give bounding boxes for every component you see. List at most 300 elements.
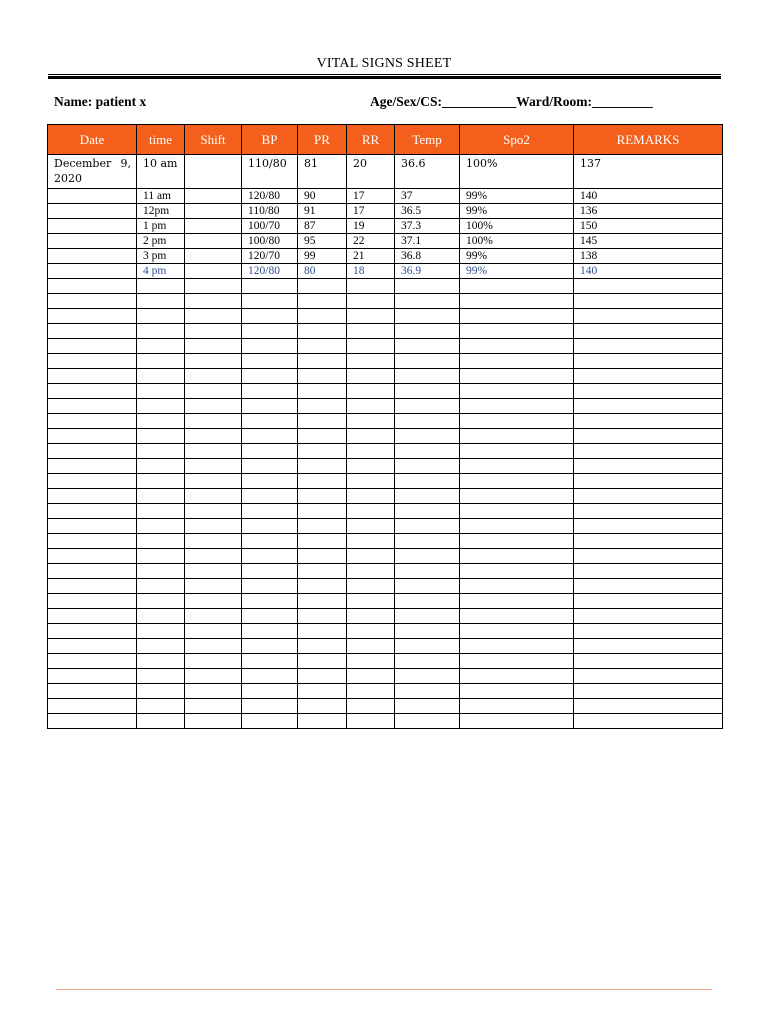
empty-cell xyxy=(137,534,185,549)
empty-cell xyxy=(298,579,347,594)
empty-table-row xyxy=(48,414,723,429)
cell-temp: 36.9 xyxy=(395,264,460,279)
empty-cell xyxy=(574,279,723,294)
empty-table-row xyxy=(48,339,723,354)
empty-cell xyxy=(460,369,574,384)
empty-cell xyxy=(298,444,347,459)
empty-cell xyxy=(395,684,460,699)
empty-cell xyxy=(347,399,395,414)
empty-cell xyxy=(242,504,298,519)
empty-cell xyxy=(574,519,723,534)
empty-cell xyxy=(48,444,137,459)
empty-cell xyxy=(460,444,574,459)
cell-time: 11 am xyxy=(137,189,185,204)
cell-bp: 100/70 xyxy=(242,219,298,234)
empty-cell xyxy=(137,714,185,729)
cell-shift xyxy=(185,234,242,249)
empty-cell xyxy=(298,339,347,354)
empty-cell xyxy=(574,549,723,564)
empty-cell xyxy=(298,519,347,534)
cell-rr: 18 xyxy=(347,264,395,279)
empty-cell xyxy=(574,624,723,639)
empty-cell xyxy=(242,639,298,654)
cell-time: 2 pm xyxy=(137,234,185,249)
empty-cell xyxy=(395,594,460,609)
empty-cell xyxy=(48,474,137,489)
empty-cell xyxy=(48,369,137,384)
empty-cell xyxy=(347,339,395,354)
table-row xyxy=(48,204,723,219)
empty-cell xyxy=(242,429,298,444)
empty-cell xyxy=(347,444,395,459)
empty-cell xyxy=(137,324,185,339)
empty-table-row xyxy=(48,354,723,369)
empty-cell xyxy=(242,519,298,534)
empty-table-row xyxy=(48,714,723,729)
empty-cell xyxy=(460,474,574,489)
empty-cell xyxy=(48,654,137,669)
empty-cell xyxy=(185,399,242,414)
empty-cell xyxy=(48,594,137,609)
empty-cell xyxy=(48,534,137,549)
empty-cell xyxy=(574,654,723,669)
empty-cell xyxy=(347,354,395,369)
empty-cell xyxy=(460,639,574,654)
cell-spo2: 99% xyxy=(460,249,574,264)
empty-cell xyxy=(298,489,347,504)
empty-cell xyxy=(48,714,137,729)
header-date: Date xyxy=(48,125,137,155)
empty-cell xyxy=(137,489,185,504)
cell-temp: 37.3 xyxy=(395,219,460,234)
cell-spo2: 99% xyxy=(460,189,574,204)
empty-cell xyxy=(574,714,723,729)
empty-cell xyxy=(395,324,460,339)
table-row xyxy=(48,219,723,234)
empty-cell xyxy=(574,309,723,324)
cell-temp: 37.1 xyxy=(395,234,460,249)
empty-cell xyxy=(242,669,298,684)
table-row xyxy=(48,264,723,279)
empty-cell xyxy=(298,549,347,564)
empty-cell xyxy=(137,519,185,534)
empty-cell xyxy=(574,489,723,504)
empty-cell xyxy=(395,444,460,459)
empty-cell xyxy=(347,714,395,729)
empty-cell xyxy=(298,504,347,519)
empty-cell xyxy=(460,669,574,684)
empty-cell xyxy=(137,309,185,324)
empty-cell xyxy=(395,549,460,564)
header-spo2: Spo2 xyxy=(460,125,574,155)
cell-time: 4 pm xyxy=(137,264,185,279)
empty-cell xyxy=(574,324,723,339)
title-rule-thick xyxy=(48,76,721,79)
empty-cell xyxy=(460,339,574,354)
cell-spo2: 99% xyxy=(460,204,574,219)
empty-table-row xyxy=(48,384,723,399)
empty-table-row xyxy=(48,579,723,594)
cell-remarks: 140 xyxy=(574,189,723,204)
empty-cell xyxy=(185,579,242,594)
empty-cell xyxy=(137,444,185,459)
empty-cell xyxy=(460,609,574,624)
empty-cell xyxy=(395,534,460,549)
empty-cell xyxy=(298,474,347,489)
empty-cell xyxy=(48,294,137,309)
empty-cell xyxy=(347,429,395,444)
empty-cell xyxy=(574,639,723,654)
empty-cell xyxy=(185,609,242,624)
empty-cell xyxy=(298,534,347,549)
empty-cell xyxy=(298,609,347,624)
empty-cell xyxy=(395,714,460,729)
cell-time: 12pm xyxy=(137,204,185,219)
empty-cell xyxy=(48,669,137,684)
empty-cell xyxy=(347,504,395,519)
empty-cell xyxy=(48,489,137,504)
empty-cell xyxy=(298,429,347,444)
empty-cell xyxy=(242,414,298,429)
cell-shift xyxy=(185,204,242,219)
cell-remarks: 140 xyxy=(574,264,723,279)
empty-cell xyxy=(460,534,574,549)
empty-cell xyxy=(48,549,137,564)
cell-shift xyxy=(185,264,242,279)
empty-cell xyxy=(460,354,574,369)
cell-date xyxy=(48,264,137,279)
empty-cell xyxy=(347,684,395,699)
header-remarks: REMARKS xyxy=(574,125,723,155)
empty-cell xyxy=(347,624,395,639)
empty-cell xyxy=(137,354,185,369)
cell-bp: 120/70 xyxy=(242,249,298,264)
empty-cell xyxy=(242,624,298,639)
empty-cell xyxy=(347,489,395,504)
empty-cell xyxy=(185,429,242,444)
empty-cell xyxy=(460,414,574,429)
empty-cell xyxy=(460,399,574,414)
empty-cell xyxy=(242,549,298,564)
empty-cell xyxy=(347,699,395,714)
empty-cell xyxy=(185,489,242,504)
empty-cell xyxy=(48,699,137,714)
empty-cell xyxy=(395,384,460,399)
empty-cell xyxy=(395,489,460,504)
empty-cell xyxy=(242,489,298,504)
empty-cell xyxy=(242,324,298,339)
empty-cell xyxy=(395,399,460,414)
empty-cell xyxy=(137,474,185,489)
cell-rr: 17 xyxy=(347,189,395,204)
empty-table-row xyxy=(48,429,723,444)
cell-date xyxy=(48,204,137,219)
empty-table-row xyxy=(48,609,723,624)
empty-cell xyxy=(242,339,298,354)
empty-cell xyxy=(460,384,574,399)
empty-cell xyxy=(298,639,347,654)
empty-cell xyxy=(395,579,460,594)
empty-cell xyxy=(460,624,574,639)
empty-cell xyxy=(347,564,395,579)
empty-cell xyxy=(185,654,242,669)
empty-cell xyxy=(137,399,185,414)
cell-shift xyxy=(185,249,242,264)
cell-time: 1 pm xyxy=(137,219,185,234)
empty-cell xyxy=(347,534,395,549)
empty-cell xyxy=(137,549,185,564)
empty-cell xyxy=(347,369,395,384)
empty-table-row xyxy=(48,669,723,684)
empty-cell xyxy=(574,579,723,594)
empty-table-row xyxy=(48,459,723,474)
empty-table-row xyxy=(48,309,723,324)
cell-time: 3 pm xyxy=(137,249,185,264)
empty-cell xyxy=(460,714,574,729)
empty-cell xyxy=(298,699,347,714)
empty-cell xyxy=(574,399,723,414)
empty-cell xyxy=(185,534,242,549)
empty-cell xyxy=(185,354,242,369)
empty-cell xyxy=(347,279,395,294)
cell-remarks: 145 xyxy=(574,234,723,249)
empty-cell xyxy=(185,369,242,384)
empty-cell xyxy=(137,564,185,579)
empty-table-row xyxy=(48,699,723,714)
empty-cell xyxy=(298,399,347,414)
header-time: time xyxy=(137,125,185,155)
empty-cell xyxy=(185,339,242,354)
empty-table-row xyxy=(48,519,723,534)
empty-cell xyxy=(242,369,298,384)
empty-table-row xyxy=(48,504,723,519)
cell-spo2: 100% xyxy=(460,219,574,234)
empty-cell xyxy=(395,279,460,294)
empty-cell xyxy=(48,414,137,429)
table-row xyxy=(48,155,723,189)
cell-bp: 110/80 xyxy=(242,204,298,219)
cell-temp: 36.6 xyxy=(395,155,460,189)
empty-cell xyxy=(460,579,574,594)
empty-table-row xyxy=(48,534,723,549)
empty-cell xyxy=(460,459,574,474)
empty-cell xyxy=(347,414,395,429)
empty-cell xyxy=(185,444,242,459)
cell-shift xyxy=(185,189,242,204)
empty-cell xyxy=(298,459,347,474)
empty-cell xyxy=(460,519,574,534)
empty-cell xyxy=(137,624,185,639)
empty-cell xyxy=(460,594,574,609)
cell-spo2: 99% xyxy=(460,264,574,279)
empty-cell xyxy=(242,309,298,324)
empty-cell xyxy=(347,669,395,684)
vital-signs-table xyxy=(47,124,723,729)
empty-cell xyxy=(298,384,347,399)
empty-cell xyxy=(460,549,574,564)
empty-cell xyxy=(242,699,298,714)
empty-table-row xyxy=(48,399,723,414)
empty-cell xyxy=(48,429,137,444)
cell-bp: 100/80 xyxy=(242,234,298,249)
empty-table-row xyxy=(48,639,723,654)
empty-cell xyxy=(242,564,298,579)
empty-cell xyxy=(137,384,185,399)
empty-cell xyxy=(574,609,723,624)
empty-cell xyxy=(298,309,347,324)
empty-cell xyxy=(347,384,395,399)
empty-cell xyxy=(395,369,460,384)
empty-cell xyxy=(298,369,347,384)
cell-rr: 22 xyxy=(347,234,395,249)
empty-cell xyxy=(298,654,347,669)
empty-cell xyxy=(460,654,574,669)
empty-table-row xyxy=(48,279,723,294)
header-shift: Shift xyxy=(185,125,242,155)
cell-shift xyxy=(185,155,242,189)
empty-cell xyxy=(298,564,347,579)
sheet-title: VITAL SIGNS SHEET xyxy=(316,56,452,71)
empty-cell xyxy=(185,309,242,324)
empty-cell xyxy=(460,684,574,699)
empty-cell xyxy=(395,429,460,444)
empty-cell xyxy=(574,444,723,459)
empty-cell xyxy=(185,564,242,579)
cell-pr: 90 xyxy=(298,189,347,204)
empty-cell xyxy=(137,609,185,624)
empty-cell xyxy=(574,414,723,429)
cell-pr: 80 xyxy=(298,264,347,279)
empty-cell xyxy=(460,489,574,504)
empty-cell xyxy=(347,324,395,339)
empty-cell xyxy=(395,519,460,534)
empty-cell xyxy=(185,519,242,534)
empty-cell xyxy=(185,714,242,729)
empty-cell xyxy=(48,579,137,594)
empty-cell xyxy=(137,684,185,699)
empty-cell xyxy=(347,654,395,669)
empty-cell xyxy=(185,669,242,684)
empty-cell xyxy=(48,279,137,294)
empty-cell xyxy=(347,519,395,534)
cell-pr: 95 xyxy=(298,234,347,249)
empty-cell xyxy=(137,594,185,609)
empty-cell xyxy=(347,309,395,324)
empty-cell xyxy=(48,639,137,654)
empty-cell xyxy=(242,654,298,669)
empty-table-row xyxy=(48,324,723,339)
empty-cell xyxy=(347,474,395,489)
empty-cell xyxy=(242,279,298,294)
empty-cell xyxy=(137,279,185,294)
empty-table-row xyxy=(48,684,723,699)
cell-pr: 99 xyxy=(298,249,347,264)
title-rule-thin xyxy=(48,74,721,75)
cell-date xyxy=(48,189,137,204)
empty-cell xyxy=(48,684,137,699)
empty-cell xyxy=(185,624,242,639)
patient-name-line: Name: patient x xyxy=(54,94,147,109)
empty-cell xyxy=(48,564,137,579)
empty-cell xyxy=(185,294,242,309)
empty-cell xyxy=(395,654,460,669)
empty-cell xyxy=(574,474,723,489)
table-row xyxy=(48,234,723,249)
empty-cell xyxy=(242,444,298,459)
empty-cell xyxy=(574,564,723,579)
empty-cell xyxy=(395,414,460,429)
empty-cell xyxy=(347,639,395,654)
empty-cell xyxy=(347,579,395,594)
cell-pr: 91 xyxy=(298,204,347,219)
empty-table-row xyxy=(48,294,723,309)
cell-remarks: 150 xyxy=(574,219,723,234)
empty-cell xyxy=(48,384,137,399)
empty-cell xyxy=(298,714,347,729)
empty-table-row xyxy=(48,474,723,489)
cell-rr: 17 xyxy=(347,204,395,219)
empty-cell xyxy=(242,714,298,729)
cell-pr: 81 xyxy=(298,155,347,189)
empty-cell xyxy=(242,609,298,624)
empty-cell xyxy=(298,324,347,339)
empty-table-row xyxy=(48,369,723,384)
empty-cell xyxy=(395,309,460,324)
empty-table-row xyxy=(48,594,723,609)
empty-cell xyxy=(48,609,137,624)
empty-cell xyxy=(298,594,347,609)
empty-cell xyxy=(48,504,137,519)
empty-cell xyxy=(460,699,574,714)
empty-cell xyxy=(242,684,298,699)
cell-temp: 37 xyxy=(395,189,460,204)
empty-cell xyxy=(460,294,574,309)
empty-cell xyxy=(137,579,185,594)
empty-cell xyxy=(48,624,137,639)
empty-cell xyxy=(395,504,460,519)
cell-bp: 120/80 xyxy=(242,264,298,279)
empty-cell xyxy=(460,309,574,324)
empty-cell xyxy=(574,684,723,699)
empty-cell xyxy=(574,669,723,684)
empty-cell xyxy=(185,474,242,489)
empty-cell xyxy=(395,474,460,489)
empty-cell xyxy=(298,684,347,699)
empty-cell xyxy=(460,324,574,339)
empty-cell xyxy=(574,504,723,519)
empty-cell xyxy=(242,459,298,474)
empty-cell xyxy=(137,669,185,684)
empty-cell xyxy=(137,369,185,384)
cell-temp: 36.8 xyxy=(395,249,460,264)
empty-cell xyxy=(185,279,242,294)
empty-cell xyxy=(242,474,298,489)
empty-cell xyxy=(347,549,395,564)
empty-cell xyxy=(185,684,242,699)
empty-cell xyxy=(574,429,723,444)
empty-cell xyxy=(185,459,242,474)
empty-cell xyxy=(185,594,242,609)
empty-cell xyxy=(137,414,185,429)
empty-cell xyxy=(48,459,137,474)
header-pr: PR xyxy=(298,125,347,155)
empty-cell xyxy=(395,609,460,624)
cell-shift xyxy=(185,219,242,234)
header-rr: RR xyxy=(347,125,395,155)
empty-cell xyxy=(460,279,574,294)
empty-cell xyxy=(298,669,347,684)
empty-cell xyxy=(185,414,242,429)
